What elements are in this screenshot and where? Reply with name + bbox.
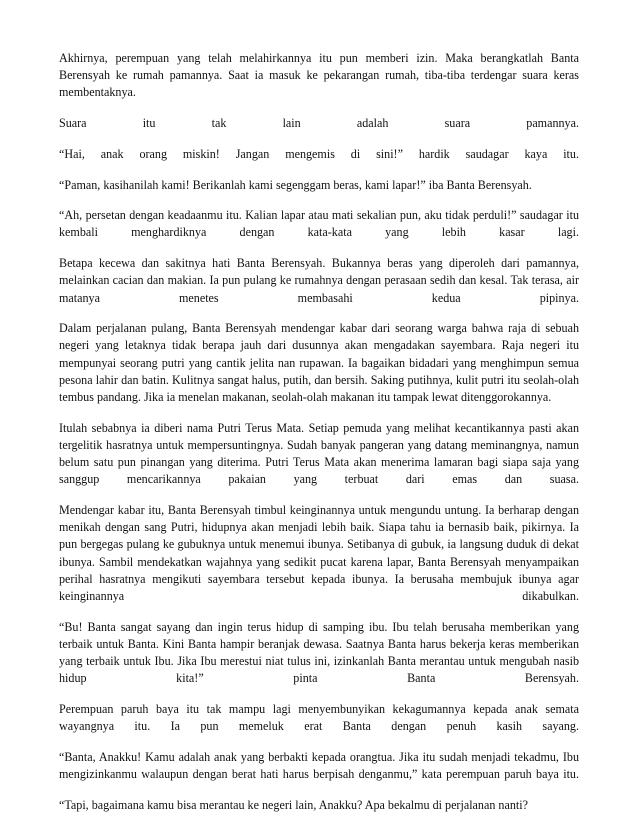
paragraph: “Paman, kasihanilah kami! Berikanlah kami segenggam beras, kami lapar!” iba Banta Berensyah. [59,177,532,192]
document-page [59,50,579,814]
paragraph: “Bu! Banta sangat sayang dan ingin terus hidup di samping ibu. Ibu telah berusaha memberikan yang terbaik untuk Banta. Kini Banta hampir beranjak dewasa. Saatnya Banta harus bekerja keras memberikan yang terbaik untuk Ibu. Jika Ibu merestui niat tulus ini, izinkanlah Banta merantau untuk mengubah nasib hidup kita!” pinta Banta Berensyah. [59,619,579,686]
paragraph: Akhirnya, perempuan yang telah melahirkannya itu pun memberi izin. Maka berangkatlah Banta Berensyah ke rumah pamannya. Saat ia masuk ke pekarangan rumah, tiba-tiba terdengar suara keras membentaknya. [59,51,579,100]
paragraph: Perempuan paruh baya itu tak mampu lagi menyembunyikan kekagumannya kepada anak semata wayangnya itu. Ia pun memeluk erat Banta dengan penuh kasih sayang. [59,702,579,734]
paragraph: Betapa kecewa dan sakitnya hati Banta Berensyah. Bukannya beras yang diperoleh dari pamannya, melainkan cacian dan makian. Ia pun pulang ke rumahnya dengan perasaan sedih dan kesal. Tak terasa, air matanya menetes membasahi kedua pipinya. [59,256,579,305]
paragraph: “Banta, Anakku! Kamu adalah anak yang berbakti kepada orangtua. Jika itu sudah menjadi tekadmu, Ibu mengizinkanmu walaupun dengan berat hati harus berpisah denganmu,” kata perempuan paruh baya itu. [59,750,579,782]
paragraph: Dalam perjalanan pulang, Banta Berensyah mendengar kabar dari seorang warga bahwa raja di sebuah negeri yang letaknya tidak berapa jauh dari dusunnya akan mengadakan sayembara. Raja negeri itu mempunyai seorang putri yang cantik jelita nan rupawan. Ia bagaikan bidadari yang menghimpun semua pesona lahir dan batin. Kulitnya sangat halus, putih, dan bersih. Saking putihnya, kulit putri itu seolah-olah tembus pandang. Jika ia menelan makanan, seolah-olah makanan itu tampak lewat ditenggorokannya. [59,321,579,405]
paragraph: “Tapi, bagaimana kamu bisa merantau ke negeri lain, Anakku? Apa bekalmu di perjalanan nanti? [59,797,528,812]
paragraph: Suara itu tak lain adalah suara pamannya. [59,116,579,131]
paragraph: Mendengar kabar itu, Banta Berensyah timbul keinginannya untuk mengundu untung. Ia berharap dengan menikah dengan sang Putri, hidupnya akan menjadi lebih baik. Siapa tahu ia bernasib baik, pikirnya. Ia pun bergegas pulang ke gubuknya untuk menemui ibunya. Setibanya di gubuk, ia langsung duduk di dekat ibunya. Sambil mendekatkan wajahnya yang sedikit pucat karena lapar, Banta Berensyah menyampaikan perihal hasratnya mengikuti sayembara tersebut kepada ibunya. Ia berusaha membujuk ibunya agar keinginannya dikabulkan. [59,503,579,604]
paragraph: “Ah, persetan dengan keadaanmu itu. Kalian lapar atau mati sekalian pun, aku tidak perduli!” saudagar itu kembali menghardiknya dengan kata-kata yang lebih kasar lagi. [59,208,579,240]
paragraph: “Hai, anak orang miskin! Jangan mengemis di sini!” hardik saudagar kaya itu. [59,146,579,161]
paragraph: Itulah sebabnya ia diberi nama Putri Terus Mata. Setiap pemuda yang melihat kecantikannya pasti akan tergelitik hasratnya untuk mempersuntingnya. Sudah banyak pangeran yang datang meminangnya, namun belum satu pun pinangan yang diterima. Putri Terus Mata akan menerima lamaran bagi siapa saja yang sanggup mencarikannya pakaian yang terbuat dari emas dan suasa. [59,420,579,487]
